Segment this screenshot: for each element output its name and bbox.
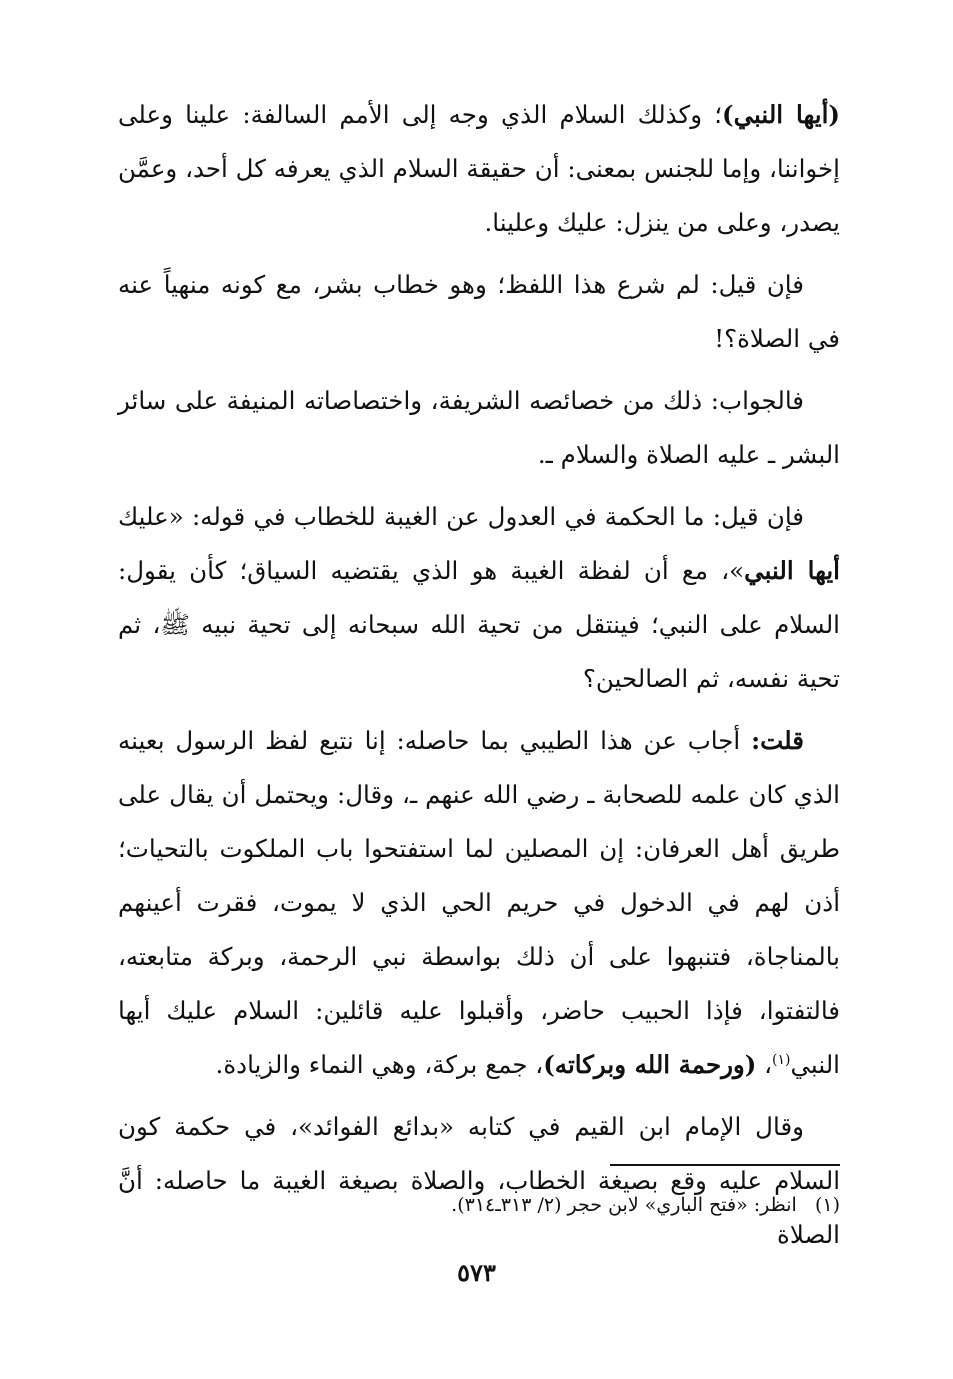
paragraph-5-text-end: ، جمع بركة، وهي النماء والزيادة. — [215, 1050, 544, 1079]
paragraph-6 — [118, 1100, 840, 1262]
paragraph-2-text: فإن قيل: لم شرع هذا اللفظ؛ وهو خطاب بشر، مع كونه منهياً عنه في الصلاة؟! — [118, 270, 840, 353]
paragraph-6-text: وقال الإمام ابن القيم في كتابه «بدائع الفوائد»، في حكمة كون السلام عليه وقع بصيغة الخطاب، والصلاة بصيغة الغيبة ما حاصله: أنَّ الصلاة — [118, 1112, 840, 1249]
paragraph-5-bold-phrase: (ورحمة الله وبركاته) — [543, 1050, 757, 1079]
paragraph-3-text: فالجواب: ذلك من خصائصه الشريفة، واختصاصاته المنيفة على سائر البشر ـ عليه الصلاة والسلام ـ. — [118, 386, 840, 469]
paragraph-2 — [118, 258, 840, 366]
paragraph-4-bold-phrase: أيها النبي — [744, 556, 840, 585]
paragraph-4-text-end: »، مع أن لفظة الغيبة هو الذي يقتضيه السياق؛ كأن يقول: السلام على النبي؛ فينتقل من تحية الله سبحانه إلى تحية نبيه ﷺ، ثم تحية نفسه، ثم الصالحين؟ — [118, 556, 840, 693]
paragraph-5-text-mid: ، — [756, 1050, 773, 1079]
paragraph-4 — [118, 490, 840, 706]
paragraph-1 — [118, 88, 840, 250]
footnote-text: انظر: «فتح الباري» لابن حجر (٢/ ٣١٣ـ٣١٤). — [451, 1194, 797, 1216]
footnote — [118, 1190, 840, 1220]
footnote-reference[interactable]: (١) — [772, 1051, 791, 1068]
paragraph-1-text: ؛ وكذلك السلام الذي وجه إلى الأمم السالفة: علينا وعلى إخواننا، وإما للجنس بمعنى: أن حقيقة السلام الذي يعرفه كل أحد، وعمَّن يصدر، وعلى من ينزل: عليك وعلينا. — [118, 100, 840, 237]
paragraph-5-bold-lead: قلت: — [751, 726, 804, 755]
paragraph-5 — [118, 714, 840, 1092]
paragraph-5-text-start: أجاب عن هذا الطيبي بما حاصله: إنا نتبع لفظ الرسول بعينه الذي كان علمه للصحابة ـ رضي الله عنهم ـ، وقال: ويحتمل أن يقال على طريق أهل العرفان: إن المصلين لما استفتحوا باب الملكوت بالتحيات؛ أذن لهم في الدخول في حريم الحي الذي لا يموت، فقرت أعينهم بالمناجاة، فتنبهوا على أن ذلك بواسطة نبي الرحمة، وبركة متابعته، فالتفتوا، فإذا الحبيب حاضر، وأقبلوا عليه قائلين: السلام عليك أيها النبي — [118, 726, 840, 1079]
paragraph-4-text-start: فإن قيل: ما الحكمة في العدول عن الغيبة للخطاب في قوله: «عليك — [118, 502, 804, 531]
paragraph-3 — [118, 374, 840, 482]
main-text — [118, 88, 840, 1270]
page-number: ٥٧٣ — [457, 1258, 496, 1287]
footnote-number: (١) — [814, 1194, 840, 1216]
footnote-divider — [610, 1164, 840, 1166]
paragraph-1-bold-phrase: (أيها النبي) — [722, 100, 840, 129]
